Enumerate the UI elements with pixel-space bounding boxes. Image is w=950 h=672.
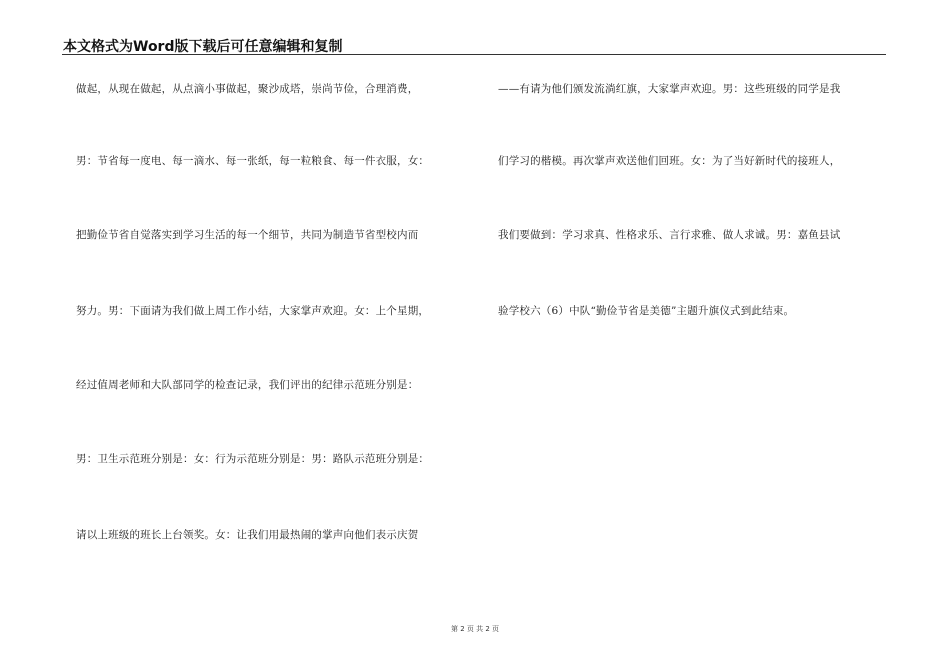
- text-line: 验学校六（6）中队“勤俭节省是美德”主题升旗仪式到此结束。: [498, 305, 795, 317]
- text-line: 男：卫生示范班分别是：女：行为示范班分别是：男：路队示范班分别是：: [76, 453, 430, 465]
- document-title: 本文格式为Word版下载后可任意编辑和复制: [63, 39, 343, 55]
- text-line: 经过值周老师和大队部同学的检查记录，我们评出的纪律示范班分别是：: [76, 379, 419, 391]
- header-divider: [62, 54, 886, 55]
- text-line: ——有请为他们颁发流淌红旗，大家掌声欢迎。男：这些班级的同学是我: [498, 83, 841, 95]
- text-line: 我们要做到：学习求真、性格求乐、言行求雅、做人求诚。男：嘉鱼县试: [498, 229, 841, 241]
- text-line: 把勤俭节省自觉落实到学习生活的每一个细节，共同为制造节省型校内而: [76, 229, 419, 241]
- text-line: 男：节省每一度电、每一滴水、每一张纸，每一粒粮食、每一件衣服，女：: [76, 155, 430, 167]
- text-line: 请以上班级的班长上台领奖。女：让我们用最热闹的掌声向他们表示庆贺: [76, 529, 419, 541]
- text-line: 努力。男：下面请为我们做上周工作小结，大家掌声欢迎。女：上个星期，: [76, 305, 430, 317]
- text-line: 做起，从现在做起，从点滴小事做起，聚沙成塔，崇尚节俭，合理消费，: [76, 83, 419, 95]
- text-line: 们学习的楷模。再次掌声欢送他们回班。女：为了当好新时代的接班人，: [498, 155, 841, 167]
- page-number: 第 2 页 共 2 页: [450, 625, 500, 633]
